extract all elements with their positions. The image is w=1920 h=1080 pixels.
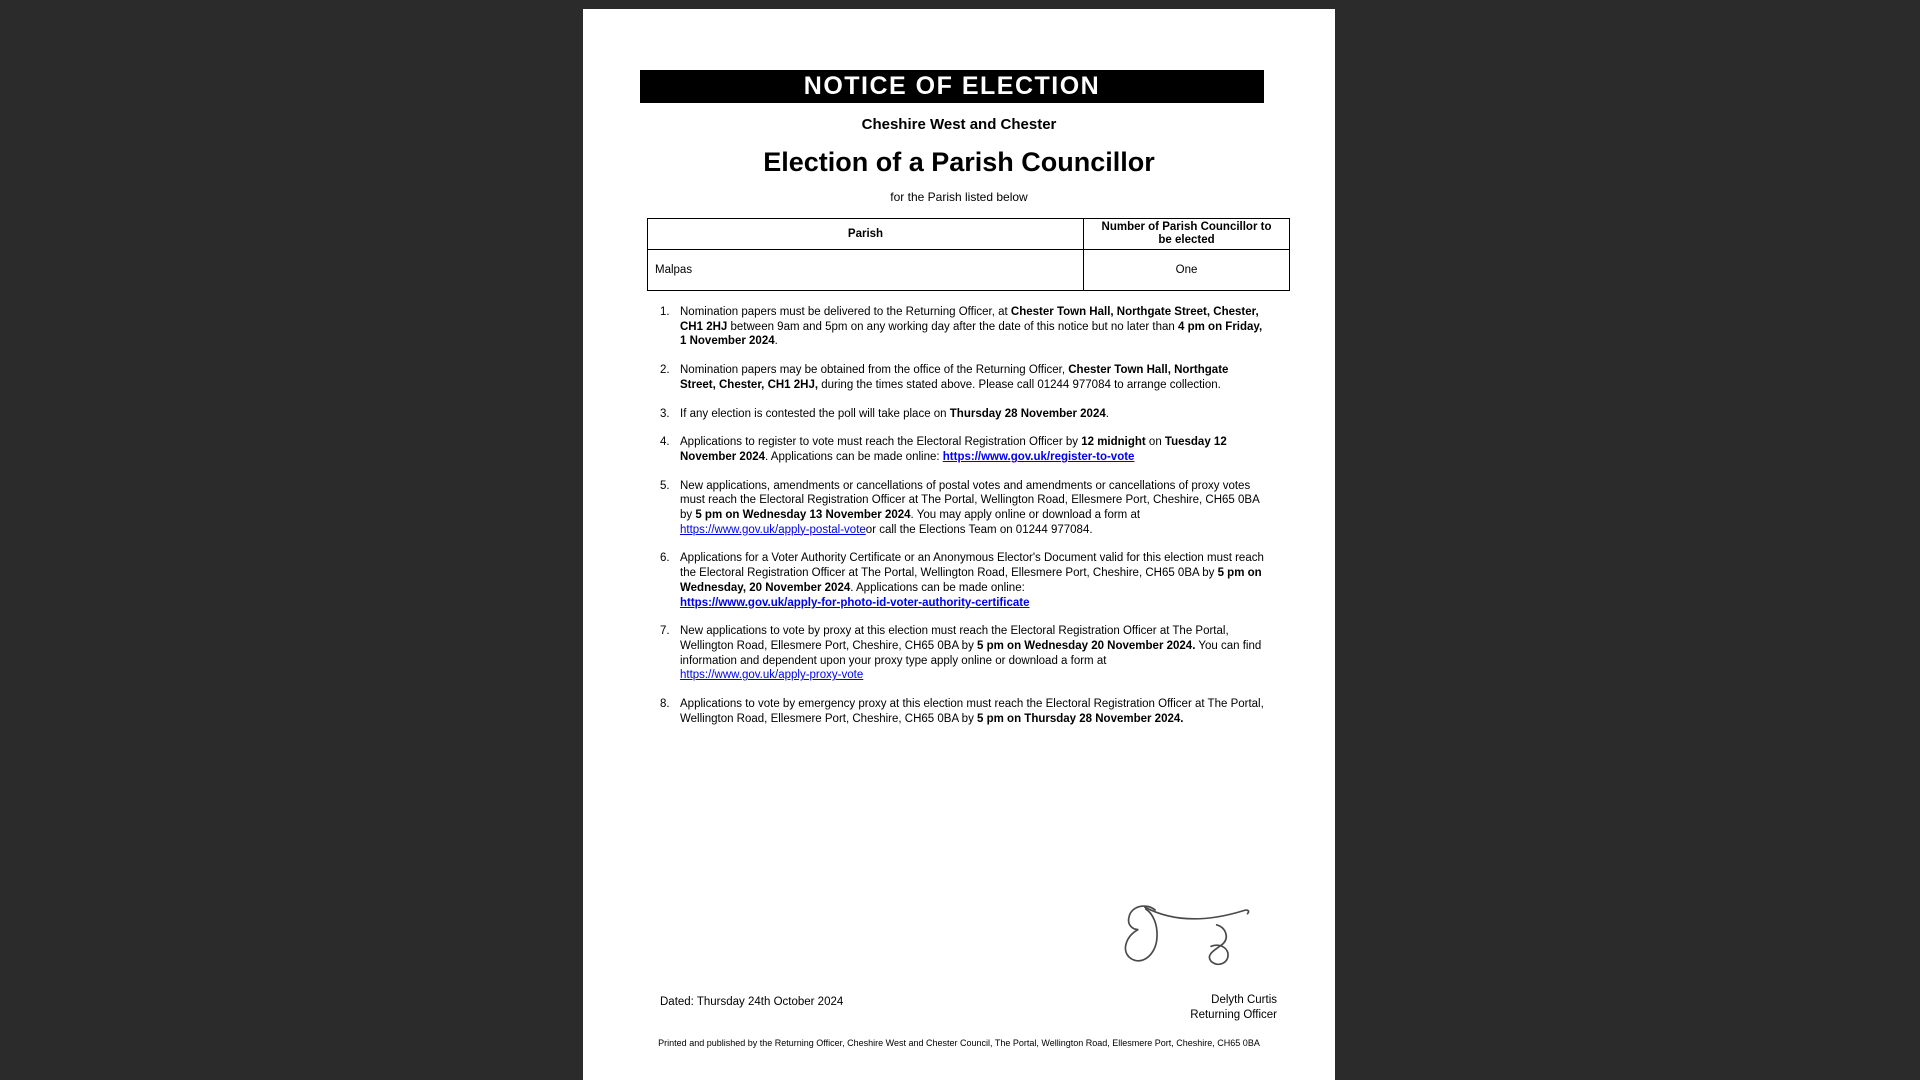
authority-name: Cheshire West and Chester (861, 116, 1057, 133)
notice-text (680, 363, 1265, 392)
councillor-count-cell: One (1084, 250, 1290, 291)
plain-text: You can find information and dependent upon your proxy type apply online or download a form at (680, 639, 1262, 667)
parish-cell: Malpas (648, 250, 1084, 291)
notice-of-election-banner (640, 70, 1264, 103)
imprint-line: Printed and published by the Returning Officer, Cheshire West and Chester Council, The Portal, Wellington Road, Ellesmere Port, Cheshire, CH65 0BA (658, 1038, 1260, 1048)
plain-text: New applications to vote by proxy at this election must reach the Electoral Registration Officer at The Portal, Wellington Road, Ellesmere Port, Cheshire, CH65 0BA by (680, 625, 1229, 652)
notice-number: 3. (660, 407, 670, 420)
notice-text (680, 479, 1265, 538)
banner-title: NOTICE OF ELECTION (803, 72, 1101, 100)
parish-table (647, 218, 1290, 291)
notice-number: 1. (660, 306, 670, 318)
apply-photo-id-voter-authority-certificate-link[interactable]: https://www.gov.uk/apply-for-photo-id-voter-authority-certificate (680, 596, 1030, 609)
notice-text (680, 551, 1265, 610)
bold-text: 5 pm on Thursday 28 November 2024. (977, 712, 1184, 725)
election-subtitle: for the Parish listed below (890, 190, 1028, 204)
notice-item (660, 435, 1265, 464)
bold-text: Chester Town Hall, Northgate Street, Chester, CH1 2HJ, (680, 364, 1229, 391)
notice-number: 8. (660, 698, 670, 711)
bold-text: 4 pm on Friday, 1 November 2024 (680, 320, 1263, 348)
returning-officer-title: Returning Officer (1190, 1009, 1277, 1021)
election-title: Election of a Parish Councillor (763, 147, 1155, 177)
signoff-block (1190, 993, 1277, 1023)
plain-text: . (1105, 407, 1109, 420)
plain-text: during the times stated above. Please call 01244 977084 to arrange collection. (818, 378, 1221, 391)
notice-item (660, 305, 1265, 349)
notice-number: 2. (660, 364, 670, 377)
notice-text (680, 624, 1265, 683)
apply-postal-vote-link[interactable]: https://www.gov.uk/apply-postal-vote (680, 523, 866, 536)
apply-proxy-vote-link[interactable]: https://www.gov.uk/apply-proxy-vote (680, 669, 864, 682)
plain-text: . Applications can be made online: (850, 581, 1025, 594)
notice-item (660, 697, 1265, 726)
dated-line: Dated: Thursday 24th October 2024 (660, 996, 844, 1008)
plain-text: between 9am and 5pm on any working day after the date of this notice but no later than (727, 320, 1179, 333)
table-row (648, 250, 1290, 291)
plain-text: . (774, 335, 778, 348)
notice-number: 7. (660, 625, 670, 638)
notice-number: 6. (660, 552, 670, 565)
table-header-row (648, 219, 1290, 250)
bold-text: Chester Town Hall, Northgate Street, Chester, CH1 2HJ (680, 306, 1259, 333)
notice-text (680, 697, 1265, 726)
register-to-vote-link[interactable]: https://www.gov.uk/register-to-vote (942, 450, 1135, 463)
plain-text: Applications to vote by emergency proxy at this election must reach the Electoral Registration Officer at The Portal, Wellington Road, Ellesmere Port, Cheshire, CH65 0BA by (680, 698, 1264, 725)
notice-item (660, 363, 1265, 392)
plain-text: Applications to register to vote must reach the Electoral Registration Officer by (680, 436, 1082, 449)
councillor-count-column-header: Number of Parish Councillor to be elected (1084, 219, 1290, 250)
plain-text: or call the Elections Team on 01244 977084. (865, 523, 1093, 536)
returning-officer-signature (1113, 895, 1255, 979)
parish-column-header: Parish (648, 219, 1084, 250)
bold-text: 5 pm on Wednesday 13 November 2024 (695, 509, 911, 522)
notice-text (680, 407, 1265, 422)
signature-stroke-d (1125, 906, 1157, 961)
plain-text: New applications, amendments or cancellations of postal votes and amendments or cancellations of proxy votes must reach the Electoral Registration Officer at The Portal, Wellington Road, Ellesmere Port, Cheshire, CH65 0BA by (680, 479, 1260, 522)
plain-text: . Applications can be made online: (765, 450, 943, 463)
document-page (583, 9, 1335, 1080)
bold-text: 5 pm on Wednesday 20 November 2024. (977, 639, 1196, 652)
bold-text: Tuesday 12 November 2024 (680, 436, 1227, 463)
plain-text: . You may apply online or download a form at (910, 509, 1141, 522)
plain-text: Nomination papers may be obtained from the office of the Returning Officer, (680, 364, 1069, 377)
returning-officer-name: Delyth Curtis (1211, 994, 1277, 1006)
notice-text (680, 305, 1265, 349)
signature-stroke-s (1209, 925, 1228, 964)
plain-text: Applications for a Voter Authority Certificate or an Anonymous Elector's Document valid for this election must reach the Electoral Registration Officer at The Portal, Wellington Road, Ellesmere Port, Cheshire, CH65 0BA by (680, 552, 1264, 580)
notice-number: 4. (660, 436, 670, 449)
notice-item (660, 479, 1265, 538)
notice-text (680, 435, 1265, 464)
plain-text: If any election is contested the poll will take place on (680, 407, 950, 420)
notice-item (660, 551, 1265, 610)
notice-number: 5. (660, 479, 670, 492)
notice-item (660, 407, 1265, 422)
notice-item (660, 624, 1265, 683)
notice-list (660, 305, 1265, 726)
bold-text: 12 midnight (1081, 436, 1146, 449)
plain-text: Nomination papers must be delivered to the Returning Officer, at (680, 306, 1011, 318)
signature-stroke-sweep (1145, 907, 1249, 919)
plain-text: on (1145, 436, 1165, 449)
bold-text: 5 pm on Wednesday, 20 November 2024 (680, 567, 1262, 594)
bold-text: Thursday 28 November 2024 (949, 407, 1106, 420)
